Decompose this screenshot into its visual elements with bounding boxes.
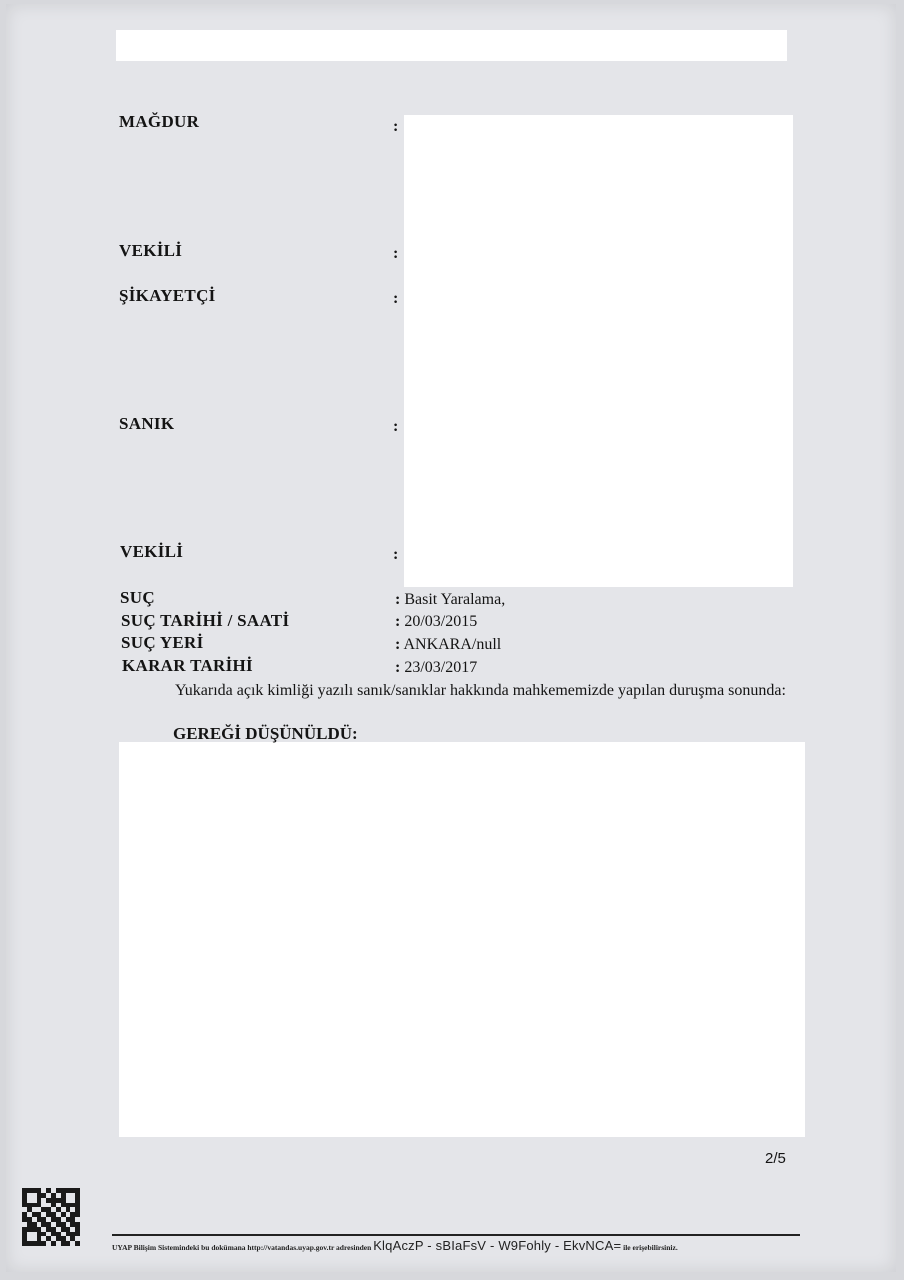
value-suc-yeri: : ANKARA/null [395,636,502,653]
qr-code-icon [22,1188,80,1246]
redaction-parties [404,115,793,587]
label-sanik: SANIK [119,414,175,433]
value-suc: : Basit Yaralama, [395,591,506,608]
colon: : [393,118,399,135]
label-sikayetci: ŞİKAYETÇİ [119,286,216,305]
colon: : [393,245,399,262]
redaction-header [116,30,787,61]
colon: : [393,546,399,563]
verdict-heading: GEREĞİ DÜŞÜNÜLDÜ: [173,724,358,743]
colon: : [393,418,399,435]
intro-paragraph: Yukarıda açık kimliği yazılı sanık/sanıklar hakkında mahkememizde yapılan duruşma sonunda: [175,682,786,699]
colon: : [393,290,399,307]
label-vekili: VEKİLİ [120,542,184,561]
label-karar-tarihi: KARAR TARİHİ [122,656,253,675]
label-vekili: VEKİLİ [119,241,183,260]
verification-code: KlqAczP - sBIaFsV - W9Fohly - EkvNCA= [373,1238,622,1253]
label-suc: SUÇ [120,588,155,607]
footer-verification [112,1238,802,1253]
value-suc-tarihi: : 20/03/2015 [395,613,478,630]
redaction-verdict [119,742,805,1137]
label-suc-yeri: SUÇ YERİ [121,633,204,652]
footer-divider [112,1234,800,1236]
value-karar-tarihi: : 23/03/2017 [395,659,478,676]
footer-suffix: ile erişebilirsiniz. [623,1243,678,1252]
page-number: 2/5 [765,1150,786,1167]
label-magdur: MAĞDUR [119,112,200,131]
footer-prefix: UYAP Bilişim Sistemindeki bu dokümana http://vatandas.uyap.gov.tr adresinden [112,1243,372,1252]
label-suc-tarihi: SUÇ TARİHİ / SAATİ [121,611,290,630]
